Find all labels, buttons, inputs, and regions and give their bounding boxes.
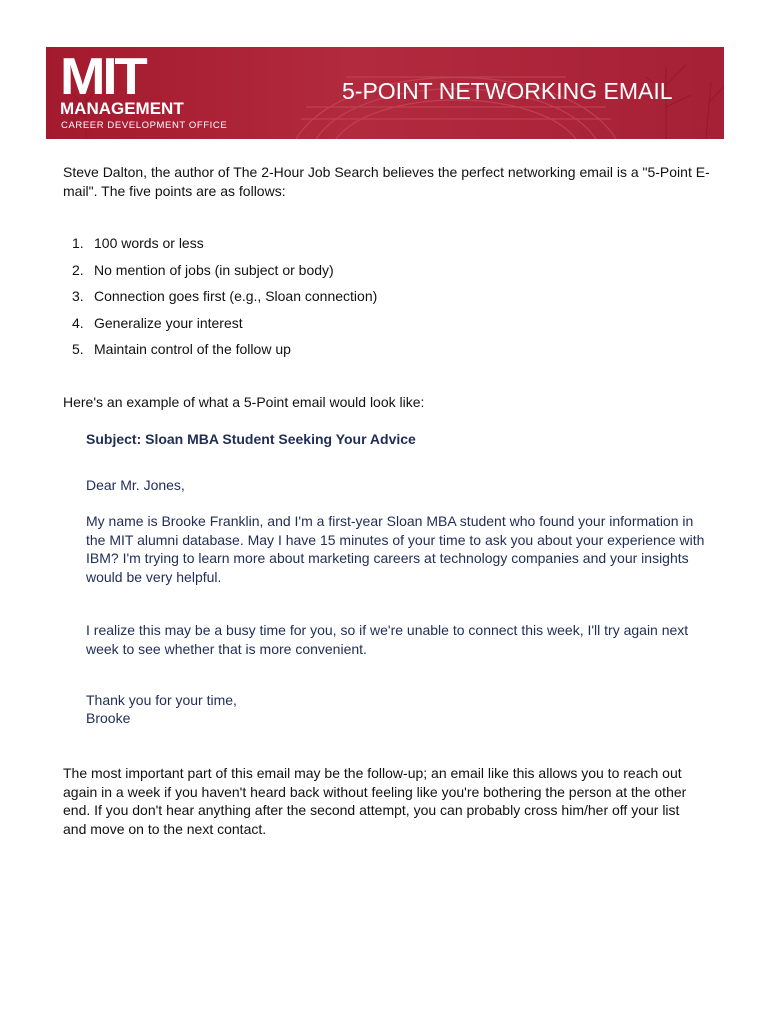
email-signature: Brooke bbox=[86, 710, 131, 726]
list-item bbox=[72, 314, 377, 341]
list-item bbox=[72, 340, 377, 367]
list-item bbox=[72, 287, 377, 314]
list-item bbox=[72, 261, 377, 288]
page-title: 5-POINT NETWORKING EMAIL bbox=[342, 78, 673, 104]
list-text: Maintain control of the follow up bbox=[94, 341, 291, 357]
email-subject: Subject: Sloan MBA Student Seeking Your Advice bbox=[86, 431, 416, 447]
header-banner bbox=[46, 47, 724, 139]
email-greeting: Dear Mr. Jones, bbox=[86, 477, 185, 493]
list-number: 1. bbox=[72, 235, 84, 251]
list-text: Connection goes first (e.g., Sloan connection) bbox=[94, 288, 378, 304]
intro-paragraph: Steve Dalton, the author of The 2-Hour Job Search believes the perfect networking email is a "5-Point E-mail". The five points are as follows: bbox=[63, 164, 710, 199]
email-body-paragraph-1: My name is Brooke Franklin, and I'm a first-year Sloan MBA student who found your information in the MIT alumni database. May I have 15 minutes of your time to ask you about your experience with IBM? I'm trying to learn more about marketing careers at technology companies and your insights would be very helpful. bbox=[86, 513, 705, 585]
mit-logo: MIT bbox=[60, 48, 145, 106]
outro-paragraph: The most important part of this email may be the follow-up; an email like this allows you to reach out again in a week if you haven't heard back without feeling like you're bothering the person at the other end. If you don't hear anything after the second attempt, you can probably cross him/her off your list and move on to the next contact. bbox=[63, 765, 687, 837]
example-intro: Here's an example of what a 5-Point email would look like: bbox=[63, 394, 425, 410]
list-text: 100 words or less bbox=[94, 235, 204, 251]
list-text: No mention of jobs (in subject or body) bbox=[94, 261, 334, 278]
list-item bbox=[72, 234, 377, 261]
list-number: 3. bbox=[72, 288, 84, 304]
email-closing: Thank you for your time, bbox=[86, 692, 237, 708]
list-text: Generalize your interest bbox=[94, 314, 243, 331]
list-number: 5. bbox=[72, 341, 84, 357]
five-points-list bbox=[72, 234, 377, 367]
logo-office-text: CAREER DEVELOPMENT OFFICE bbox=[61, 120, 228, 131]
logo-management-text: MANAGEMENT bbox=[60, 99, 184, 118]
email-body-paragraph-2: I realize this may be a busy time for you, so if we're unable to connect this week, I'll try again next week to see whether that is more convenient. bbox=[86, 622, 689, 657]
list-number: 4. bbox=[72, 314, 84, 331]
list-number: 2. bbox=[72, 261, 84, 278]
